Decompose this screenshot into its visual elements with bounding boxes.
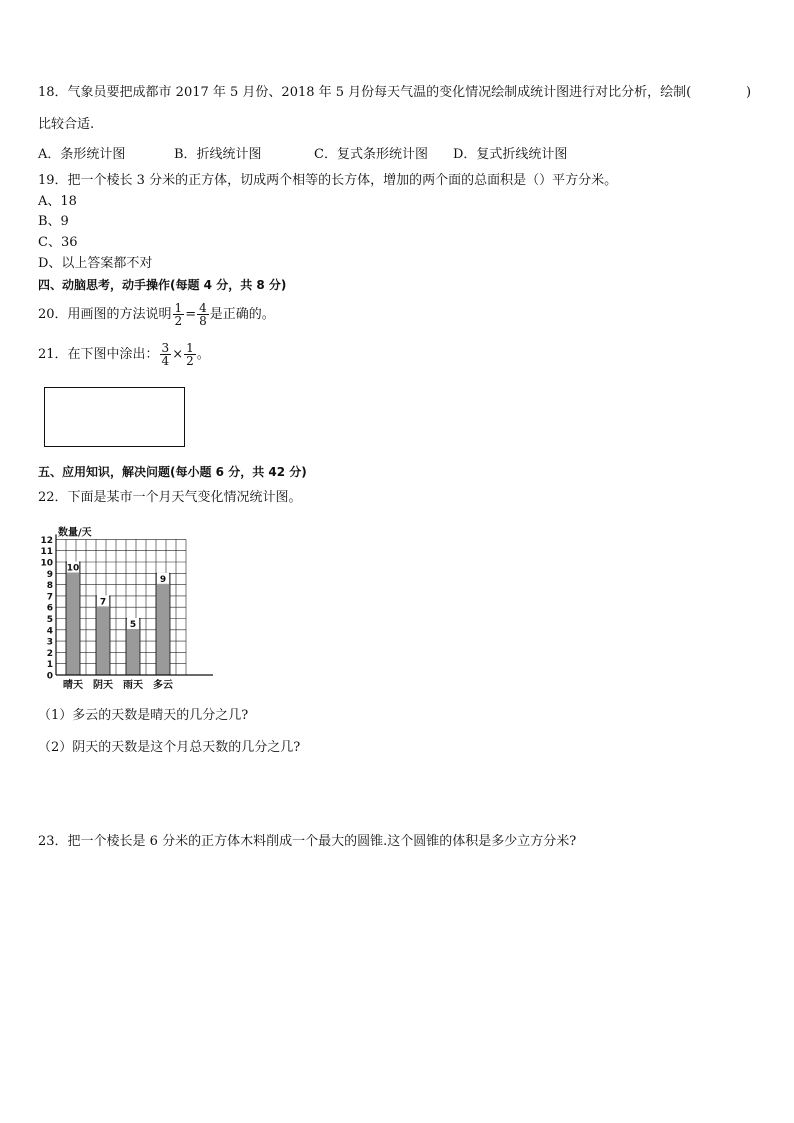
q21-shading-rectangle[interactable] <box>44 387 185 447</box>
q21-fraction-1 <box>160 342 172 367</box>
q20-suffix: 是正确的。 <box>209 307 275 322</box>
x-tick-label: 雨天 <box>123 680 143 690</box>
y-tick-label: 11 <box>40 547 53 558</box>
q21-times: × <box>172 347 184 362</box>
q20-frac2-den: 8 <box>199 314 207 328</box>
q19-stem: 19．把一个棱长 3 分米的正方体，切成两个相等的长方体，增加的两个面的总面积是（）平方分米。 <box>38 173 618 188</box>
bar-value-label: 7 <box>99 597 107 608</box>
section5-title: 五、应用知识，解决问题(每小题 6 分，共 42 分) <box>38 465 307 479</box>
q23-stem: 23．把一个棱长是 6 分米的正方体木料削成一个最大的圆锥.这个圆锥的体积是多少立方分米? <box>38 834 577 849</box>
x-tick-label: 多云 <box>153 680 173 690</box>
q19-option-c: C、36 <box>38 235 78 250</box>
chart-y-ticks <box>40 536 53 682</box>
bar-value-label: 10 <box>66 563 80 574</box>
q18-stem <box>38 84 691 102</box>
q21-prefix: 21．在下图中涂出： <box>38 347 159 362</box>
weather-bar-chart <box>28 520 213 690</box>
y-tick-label: 2 <box>46 648 53 659</box>
chart-x-ticks <box>63 678 173 690</box>
chart-y-label: 数量/天 <box>58 527 92 539</box>
q18-stem-text: 18．气象员要把成都市 2017 年 5 月份、2018 年 5 月份每天气温的变化情况绘制成统计图进行对比分析，绘制( <box>38 85 692 100</box>
q20-prefix: 20．用画图的方法说明 <box>38 307 172 322</box>
y-tick-label: 10 <box>40 558 53 569</box>
q18-paren-close-text: ) <box>746 85 752 100</box>
y-tick-label: 3 <box>46 637 53 648</box>
bar-多云 <box>156 573 170 675</box>
bar-阴天 <box>96 596 110 675</box>
q21-stem <box>38 340 210 370</box>
y-tick-label: 12 <box>40 535 53 546</box>
q21-frac2-den: 2 <box>186 354 194 368</box>
y-tick-label: 0 <box>46 671 53 682</box>
section4-title: 四、动脑思考，动手操作(每题 4 分，共 8 分) <box>38 278 287 292</box>
bar-晴天 <box>66 562 80 675</box>
q20-fraction-1 <box>173 302 185 327</box>
q22-sub2: （2）阴天的天数是这个月总天数的几分之几? <box>38 740 301 755</box>
q18-option-d: D．复式折线统计图 <box>453 147 568 162</box>
q20-frac2-num: 4 <box>199 301 207 315</box>
bar-value-label: 9 <box>159 574 167 585</box>
y-tick-label: 9 <box>46 569 53 580</box>
y-tick-label: 1 <box>46 660 53 671</box>
y-tick-label: 8 <box>46 581 53 592</box>
q21-frac1-den: 4 <box>161 354 170 368</box>
q19-option-d: D、以上答案都不对 <box>38 256 153 271</box>
y-tick-label: 6 <box>46 603 53 614</box>
q20-fraction-2 <box>197 302 209 327</box>
q21-fraction-2 <box>184 342 196 367</box>
q19-option-b: B、9 <box>38 214 69 229</box>
q20-frac1-den: 2 <box>174 314 183 328</box>
q21-frac1-num: 3 <box>161 341 170 355</box>
y-tick-label: 5 <box>46 615 53 625</box>
q18-stem-cont: 比较合适. <box>38 117 95 132</box>
x-tick-label: 晴天 <box>63 680 83 690</box>
q18-option-a: A．条形统计图 <box>38 147 126 162</box>
q22-stem: 22．下面是某市一个月天气变化情况统计图。 <box>38 490 302 505</box>
y-tick-label: 7 <box>46 592 53 603</box>
q18-option-b: B．折线统计图 <box>174 147 262 162</box>
q21-frac2-num: 1 <box>186 341 194 355</box>
x-tick-label: 阴天 <box>93 680 113 690</box>
q20-equals: = <box>185 307 197 322</box>
bar-value-label: 5 <box>129 620 137 630</box>
q19-option-a: A、18 <box>38 194 77 209</box>
q22-sub1: （1）多云的天数是晴天的几分之几? <box>38 708 249 723</box>
q18-option-c: C．复式条形统计图 <box>314 147 428 162</box>
q21-suffix: 。 <box>196 347 210 362</box>
q18-paren-close <box>746 84 751 102</box>
q20-frac1-num: 1 <box>174 301 183 315</box>
y-tick-label: 4 <box>46 626 53 637</box>
q20-stem <box>38 300 275 330</box>
